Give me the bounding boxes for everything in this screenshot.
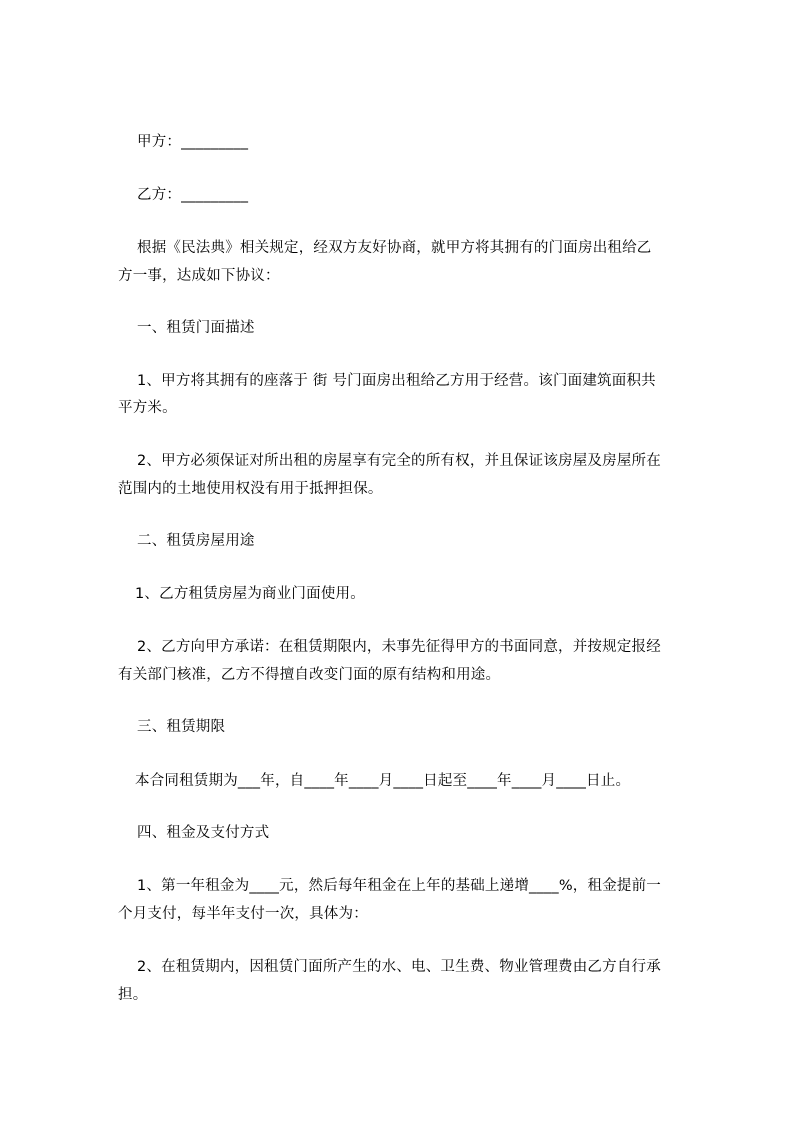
party-b-line: 乙方：_________ (137, 187, 249, 203)
intro-paragraph-line-1: 根据《民法典》相关规定，经双方友好协商，就甲方将其拥有的门面房出租给乙 (137, 240, 652, 256)
section-4-item-2-line-2: 担。 (118, 987, 148, 1003)
section-1-item-2-line-1: 2、甲方必须保证对所出租的房屋享有完全的所有权，并且保证该房屋及房屋所在 (137, 453, 661, 469)
intro-paragraph-line-2: 方一事，达成如下协议： (118, 268, 280, 284)
section-3-heading: 三、租赁期限 (137, 719, 226, 735)
section-2-heading: 二、租赁房屋用途 (137, 533, 255, 549)
party-a-line: 甲方：_________ (137, 134, 249, 150)
section-4-item-1-line-2: 个月支付，每半年支付一次，具体为： (118, 906, 368, 922)
section-2-item-1-line-1: 1、乙方租赁房屋为商业门面使用。 (135, 586, 365, 602)
section-4-item-2-line-1: 2、在租赁期内，因租赁门面所产生的水、电、卫生费、物业管理费由乙方自行承 (137, 959, 661, 975)
section-2-item-2-line-2: 有关部门核准，乙方不得擅自改变门面的原有结构和用途。 (118, 667, 501, 683)
section-2-item-2-line-1: 2、乙方向甲方承诺：在租赁期限内，未事先征得甲方的书面同意，并按规定报经 (137, 639, 661, 655)
section-4-item-1-line-1: 1、第一年租金为____元，然后每年租金在上年的基础上递增____%，租金提前一 (137, 878, 662, 894)
section-3-term-line: 本合同租赁期为___年，自____年____月____日起至____年____月____日止。 (135, 773, 631, 789)
section-1-item-1-line-1: 1、甲方将其拥有的座落于 街 号门面房出租给乙方用于经营。该门面建筑面积共 (137, 373, 656, 389)
section-1-heading: 一、租赁门面描述 (137, 320, 255, 336)
section-4-heading: 四、租金及支付方式 (137, 825, 270, 841)
section-1-item-1-line-2: 平方米。 (118, 400, 177, 416)
section-1-item-2-line-2: 范围内的土地使用权没有用于抵押担保。 (118, 481, 383, 497)
